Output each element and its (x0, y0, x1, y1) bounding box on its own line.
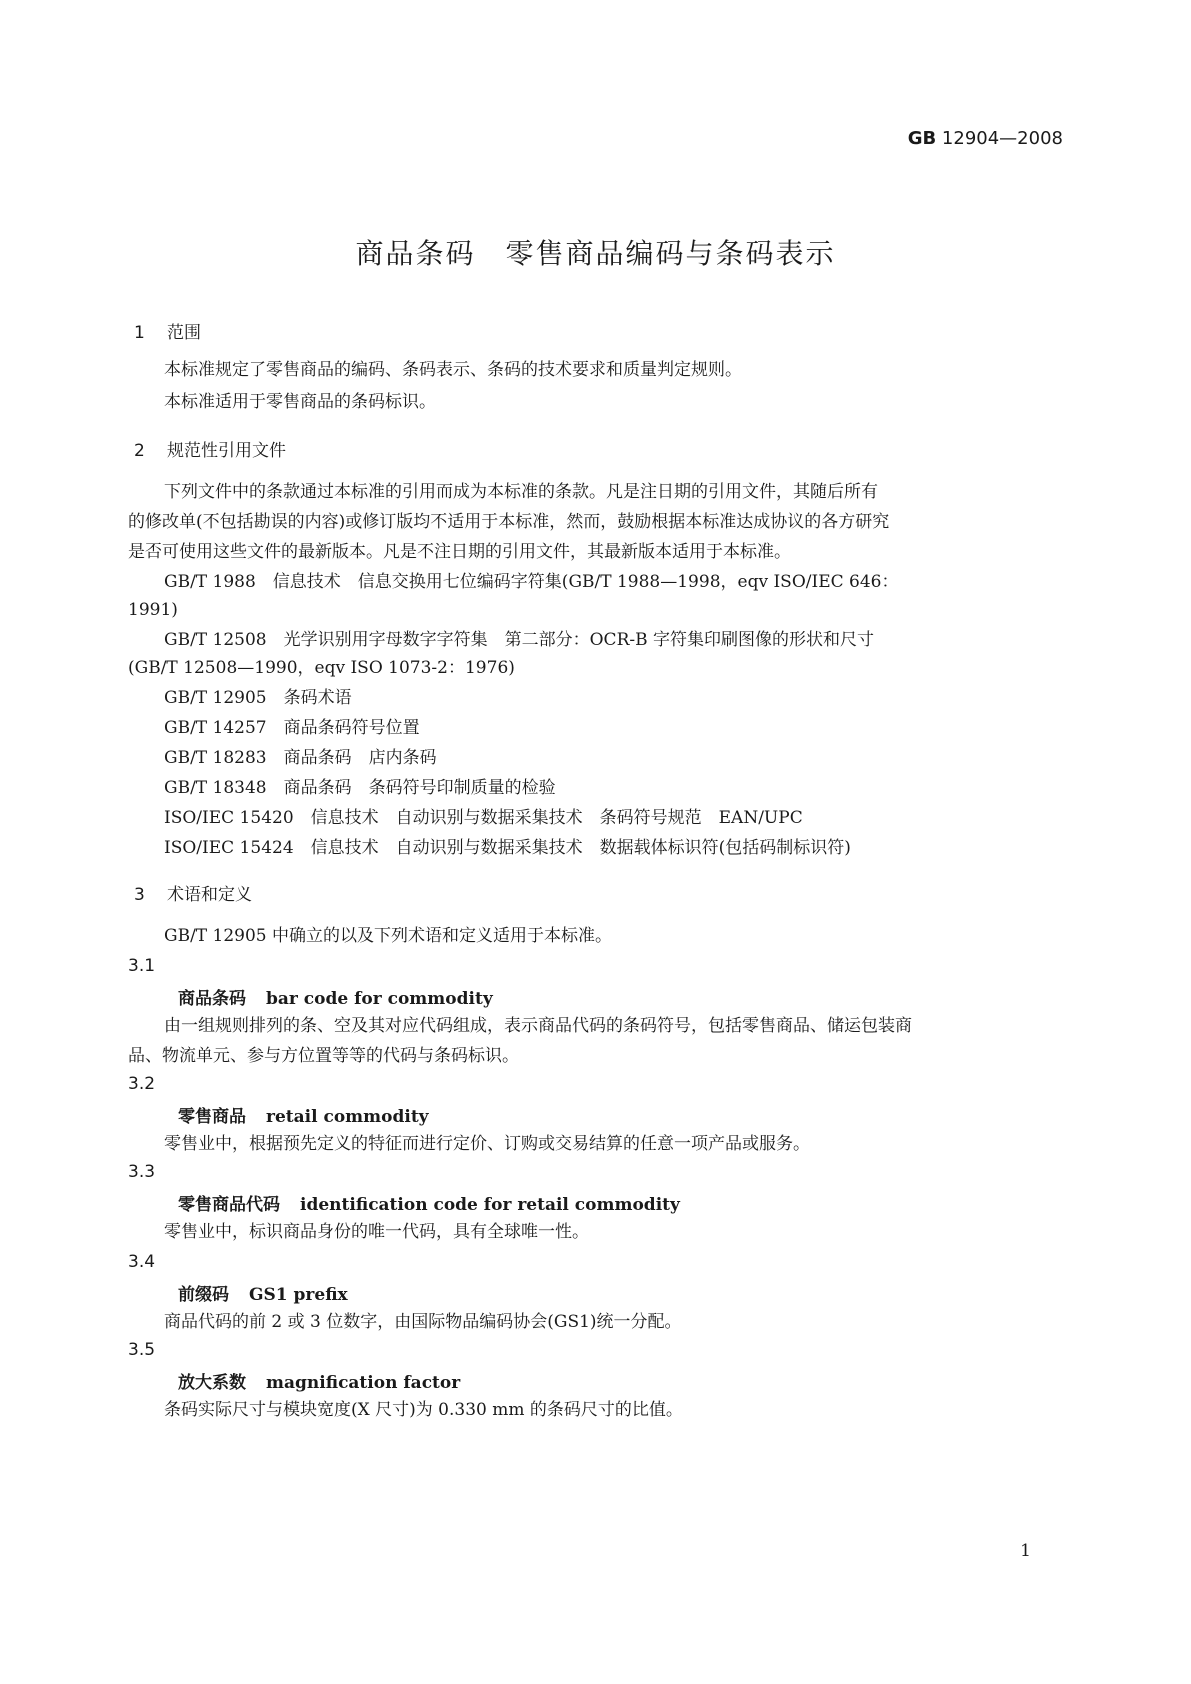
clause-number: 3.4 (128, 1252, 156, 1272)
standard-code-prefix: GB (907, 128, 937, 149)
standard-code (908, 128, 1063, 149)
definition-line: 由一组规则排列的条、空及其对应代码组成，表示商品代码的条码符号，包括零售商品、储运包装商 (164, 1016, 912, 1036)
term-heading (178, 1102, 429, 1127)
term-chinese: 放大系数 (178, 1373, 246, 1393)
term-english: bar code for commodity (266, 989, 493, 1009)
term-english: identification code for retail commodity (300, 1195, 680, 1215)
section-title: 范围 (167, 323, 201, 343)
section-number: 3 (134, 885, 145, 905)
term-heading (178, 1190, 680, 1215)
term-english: retail commodity (266, 1107, 429, 1127)
reference-item-continuation: (GB/T 12508—1990，eqv ISO 1073-2：1976) (128, 658, 515, 678)
section-2-heading (134, 436, 286, 461)
paragraph: 本标准规定了零售商品的编码、条码表示、条码的技术要求和质量判定规则。 (164, 360, 742, 380)
clause-number: 3.3 (128, 1162, 156, 1182)
definition-line: 商品代码的前 2 或 3 位数字，由国际物品编码协会(GS1)统一分配。 (164, 1312, 682, 1332)
reference-item: ISO/IEC 15420 信息技术 自动识别与数据采集技术 条码符号规范 EAN/UPC (164, 808, 803, 828)
term-english: magnification factor (266, 1373, 461, 1393)
paragraph-line: 是否可使用这些文件的最新版本。凡是不注日期的引用文件，其最新版本适用于本标准。 (128, 542, 791, 562)
section-1-heading (134, 318, 201, 343)
paragraph: 本标准适用于零售商品的条码标识。 (164, 392, 436, 412)
definition-line: 零售业中，标识商品身份的唯一代码，具有全球唯一性。 (164, 1222, 589, 1242)
reference-item: GB/T 18348 商品条码 条码符号印制质量的检验 (164, 778, 556, 798)
term-chinese: 零售商品代码 (178, 1195, 280, 1215)
section-3-heading (134, 880, 252, 905)
reference-item: GB/T 1988 信息技术 信息交换用七位编码字符集(GB/T 1988—1998，eqv ISO/IEC 646： (164, 572, 899, 592)
reference-item: GB/T 18283 商品条码 店内条码 (164, 748, 437, 768)
section-number: 2 (134, 441, 145, 461)
term-heading (178, 984, 493, 1009)
term-english: GS1 prefix (249, 1285, 348, 1305)
clause-number: 3.1 (128, 956, 156, 976)
page-number: 1 (1020, 1541, 1031, 1561)
reference-item: GB/T 14257 商品条码符号位置 (164, 718, 420, 738)
reference-item: ISO/IEC 15424 信息技术 自动识别与数据采集技术 数据载体标识符(包括码制标识符) (164, 838, 851, 858)
reference-item: GB/T 12508 光学识别用字母数字字符集 第二部分：OCR-B 字符集印刷图像的形状和尺寸 (164, 630, 875, 650)
term-chinese: 商品条码 (178, 989, 246, 1009)
definition-line: 品、物流单元、参与方位置等等的代码与条码标识。 (128, 1046, 519, 1066)
term-heading (178, 1280, 348, 1305)
standard-code-number: 12904—2008 (941, 128, 1063, 149)
definition-line: 零售业中，根据预先定义的特征而进行定价、订购或交易结算的任意一项产品或服务。 (164, 1134, 810, 1154)
term-chinese: 前缀码 (178, 1285, 229, 1305)
reference-item-continuation: 1991) (128, 600, 178, 620)
section-number: 1 (134, 323, 145, 343)
term-chinese: 零售商品 (178, 1107, 246, 1127)
section-title: 规范性引用文件 (167, 441, 286, 461)
paragraph-line: 的修改单(不包括勘误的内容)或修订版均不适用于本标准，然而，鼓励根据本标准达成协议的各方研究 (128, 512, 890, 532)
section-title: 术语和定义 (167, 885, 252, 905)
clause-number: 3.5 (128, 1340, 156, 1360)
definition-line: 条码实际尺寸与模块宽度(X 尺寸)为 0.330 mm 的条码尺寸的比值。 (164, 1400, 683, 1420)
clause-number: 3.2 (128, 1074, 156, 1094)
term-heading (178, 1368, 460, 1393)
paragraph-line: 下列文件中的条款通过本标准的引用而成为本标准的条款。凡是注日期的引用文件，其随后所有 (164, 482, 878, 502)
paragraph: GB/T 12905 中确立的以及下列术语和定义适用于本标准。 (164, 926, 613, 946)
document-title: 商品条码 零售商品编码与条码表示 (355, 237, 836, 270)
reference-item: GB/T 12905 条码术语 (164, 688, 352, 708)
